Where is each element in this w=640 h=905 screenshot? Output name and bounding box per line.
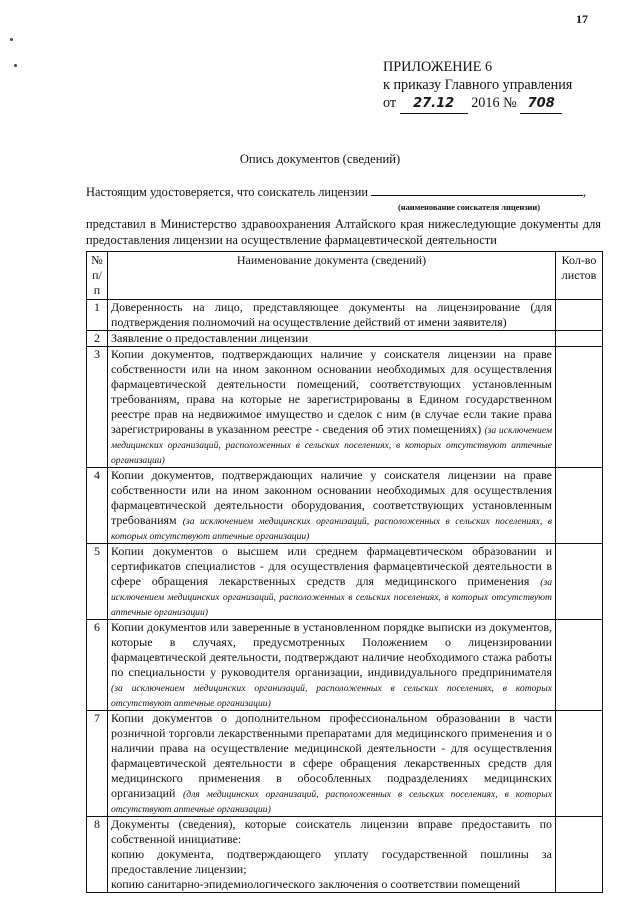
header-name: Наименование документа (сведений) bbox=[108, 252, 556, 300]
document-title: Опись документов (сведений) bbox=[239, 152, 401, 166]
table-row bbox=[87, 347, 603, 468]
row-number: 4 bbox=[87, 468, 108, 544]
row-sheet-count bbox=[556, 817, 603, 893]
row-number: 3 bbox=[87, 347, 108, 468]
row-document-name bbox=[108, 620, 556, 711]
row-text: Документы (сведения), которые соискатель лицензии вправе предоставить по собственной инициативе: bbox=[111, 817, 552, 846]
row-document-name bbox=[108, 331, 556, 347]
date-prefix: от bbox=[383, 95, 397, 111]
row-document-name bbox=[108, 300, 556, 331]
row-document-name bbox=[108, 544, 556, 620]
applicant-blank-line bbox=[371, 185, 583, 196]
row-number: 5 bbox=[87, 544, 108, 620]
header-count: Кол-во листов bbox=[556, 252, 603, 300]
appendix-header bbox=[383, 58, 572, 114]
row-number: 2 bbox=[87, 331, 108, 347]
row-note: (за исключением медицинских организаций, расположенных в сельских поселениях, в которых отсутствуют аптечные организации) bbox=[111, 577, 553, 618]
handwritten-date: 27.12 bbox=[400, 95, 468, 114]
row-note: (для медицинских организаций, расположенных в сельских поселениях, в которых отсутствуют аптечные организации) bbox=[111, 789, 552, 815]
row-text: Копии документов о дополнительном профессиональном образовании в части розничной торговли лекарственными препаратами для медицинского применения и о наличии права на осуществление медицинской деятельности - для осуществления фармацевтической деятельности в сфере обращения лекарственных средств для медицинского применения в обособленных подразделениях медицинских организаций bbox=[111, 711, 552, 800]
intro-paragraph: представил в Министерство здравоохранения Алтайского края нижеследующие документы для предоставления лицензии на осуществление фармацевтической деятельности bbox=[86, 217, 601, 247]
row-note: (за исключением медицинских организаций, расположенных в сельских поселениях, в которых отсутствуют аптечные организации) bbox=[111, 425, 552, 466]
row-text: Копии документов, подтверждающих наличие у соискателя лицензии на праве собственности или на ином законном основании необходимых для осуществления фармацевтической деятельности оборудования, соответствующих установленным требованиям bbox=[111, 468, 552, 527]
table-row bbox=[87, 468, 603, 544]
row-sheet-count bbox=[556, 711, 603, 817]
row-sheet-count bbox=[556, 620, 603, 711]
row-sheet-count bbox=[556, 544, 603, 620]
row-document-name bbox=[108, 347, 556, 468]
intro-comma: , bbox=[582, 185, 587, 199]
row-sheet-count bbox=[556, 331, 603, 347]
row-sheet-count bbox=[556, 347, 603, 468]
table-row bbox=[87, 300, 603, 331]
table-row bbox=[87, 620, 603, 711]
handwritten-number: 708 bbox=[520, 95, 562, 114]
row-note: (за исключением медицинских организаций, расположенных в сельских поселениях, в которых отсутствуют аптечные организации) bbox=[111, 683, 552, 709]
row-sub-item: копию санитарно-эпидемиологического заключения о соответствии помещений bbox=[111, 877, 521, 891]
table-row bbox=[87, 711, 603, 817]
table-header-row bbox=[87, 252, 603, 300]
page-number: 17 bbox=[576, 12, 588, 26]
scan-speck bbox=[10, 38, 13, 41]
appendix-order-line: к приказу Главного управления bbox=[383, 77, 573, 93]
row-document-name bbox=[108, 817, 556, 893]
intro-line bbox=[86, 185, 586, 200]
row-number: 1 bbox=[87, 300, 108, 331]
row-number: 7 bbox=[87, 711, 108, 817]
row-text: Копии документов или заверенные в установленном порядке выписки из документов, которые в случаях, предусмотренных Положением о лицензировании фармацевтической деятельности, подтверждают наличие необходимого стажа работы по специальности у руководителя организации, индивидуального предпринимателя bbox=[111, 620, 552, 679]
appendix-date-line bbox=[383, 94, 572, 114]
row-text: Доверенность на лицо, представляющее документы на лицензирование (для подтверждения полномочий на осуществление действий от имени заявителя) bbox=[111, 300, 552, 329]
row-text: Копии документов, подтверждающих наличие у соискателя лицензии на праве собственности или на ином законном основании необходимых для осуществления фармацевтической деятельности помещений, соответствующих установленным требованиям, права на которые не зарегистрированы в Едином государственном реестре прав на недвижимое имущество и сделок с ним (в случае если такие права зарегистрированы в указанном реестре - сведения об этих помещениях) bbox=[111, 347, 552, 436]
documents-table bbox=[86, 251, 603, 893]
row-text: Заявление о предоставлении лицензии bbox=[111, 331, 309, 345]
row-number: 8 bbox=[87, 817, 108, 893]
intro-text: Настоящим удостоверяется, что соискатель лицензии bbox=[86, 185, 368, 199]
header-num: № п/п bbox=[87, 252, 108, 300]
appendix-title: ПРИЛОЖЕНИЕ 6 bbox=[383, 59, 493, 75]
row-sheet-count bbox=[556, 468, 603, 544]
table-row bbox=[87, 331, 603, 347]
applicant-name-caption: (наименование соискателя лицензии) bbox=[398, 203, 540, 212]
row-text: Копии документов о высшем или среднем фармацевтическом образовании и сертификатов специалистов - для осуществления фармацевтической деятельности в сфере обращения лекарственных средств для медицинского применения bbox=[111, 544, 552, 588]
row-sheet-count bbox=[556, 300, 603, 331]
table-row bbox=[87, 817, 603, 893]
row-sub-item: копию документа, подтверждающего уплату государственной пошлины за предоставление лицензии; bbox=[111, 847, 552, 876]
scan-speck bbox=[14, 64, 17, 67]
row-document-name bbox=[108, 711, 556, 817]
table-row bbox=[87, 544, 603, 620]
row-document-name bbox=[108, 468, 556, 544]
row-number: 6 bbox=[87, 620, 108, 711]
row-note: (за исключением медицинских организаций, расположенных в сельских поселениях, в которых отсутствуют аптечные организации) bbox=[111, 516, 553, 542]
year-text: 2016 № bbox=[471, 95, 517, 111]
